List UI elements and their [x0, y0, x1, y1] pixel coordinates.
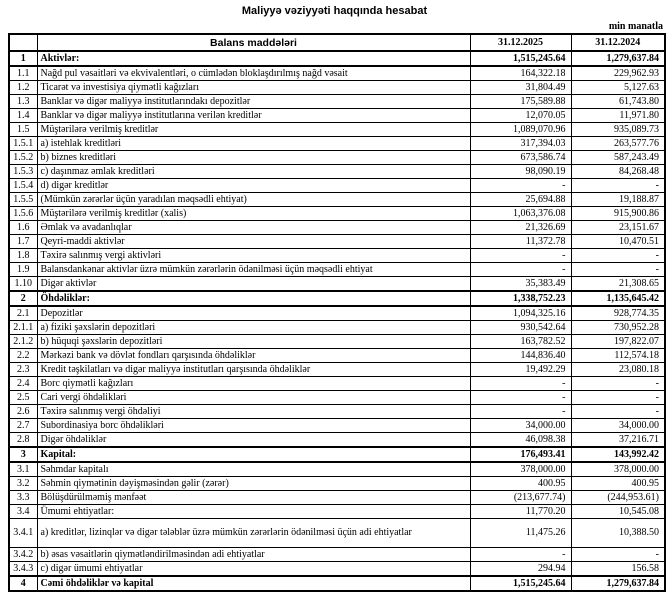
table-row — [9, 207, 665, 221]
table-body — [9, 51, 665, 591]
table-row — [9, 321, 665, 335]
unit-note: min manatla — [608, 21, 663, 32]
value-2025-cell: 144,836.40 — [470, 349, 571, 363]
value-2025-cell: - — [470, 548, 571, 562]
item-label-cell: Cari vergi öhdəlikləri — [37, 391, 470, 405]
table-row — [9, 349, 665, 363]
value-2024-cell: (244,953.61) — [571, 491, 665, 505]
table-row — [9, 193, 665, 207]
value-2025-cell: 21,326.69 — [470, 221, 571, 235]
value-2025-cell: 46,098.38 — [470, 433, 571, 448]
table-row — [9, 433, 665, 448]
row-number-cell: 2.6 — [9, 405, 37, 419]
value-2024-cell: 37,216.71 — [571, 433, 665, 448]
value-2025-cell: - — [470, 377, 571, 391]
value-2025-cell: 11,770.20 — [470, 505, 571, 519]
value-2024-cell: 1,279,637.84 — [571, 51, 665, 66]
row-number-cell: 3.4 — [9, 505, 37, 519]
item-label-cell: Kredit təşkilatları və digər maliyyə institutları qarşısında öhdəliklər — [37, 363, 470, 377]
item-label-cell: Depozitlər — [37, 306, 470, 321]
table-row — [9, 548, 665, 562]
value-2025-cell: (213,677.74) — [470, 491, 571, 505]
value-2025-cell: 378,000.00 — [470, 462, 571, 477]
item-label-cell: c) digər ümumi ehtiyatlar — [37, 562, 470, 577]
table-row — [9, 235, 665, 249]
table-row — [9, 179, 665, 193]
item-label-cell: b) biznes kreditləri — [37, 151, 470, 165]
row-number-cell: 1.5.4 — [9, 179, 37, 193]
row-number-cell: 1.6 — [9, 221, 37, 235]
table-row — [9, 491, 665, 505]
table-row — [9, 519, 665, 548]
value-2024-cell: - — [571, 179, 665, 193]
item-label-cell: Nağd pul vəsaitləri və ekvivalentləri, o cümlədən bloklaşdırılmış nağd vəsait — [37, 66, 470, 81]
table-row — [9, 576, 665, 591]
value-2025-cell: 19,492.29 — [470, 363, 571, 377]
item-label-cell: Aktivlər: — [37, 51, 470, 66]
table-row — [9, 377, 665, 391]
value-2025-cell: 164,322.18 — [470, 66, 571, 81]
value-2024-cell: 197,822.07 — [571, 335, 665, 349]
row-number-cell: 2.2 — [9, 349, 37, 363]
table-row — [9, 109, 665, 123]
value-2024-cell: - — [571, 391, 665, 405]
row-number-cell: 3.1 — [9, 462, 37, 477]
table-row — [9, 462, 665, 477]
value-2025-cell: - — [470, 249, 571, 263]
item-label-cell: c) daşınmaz əmlak kreditləri — [37, 165, 470, 179]
value-2025-cell: - — [470, 391, 571, 405]
item-label-cell: Digər öhdəliklər — [37, 433, 470, 448]
value-2025-cell: 1,063,376.08 — [470, 207, 571, 221]
value-2024-cell: 730,952.28 — [571, 321, 665, 335]
value-2024-cell: 935,089.73 — [571, 123, 665, 137]
value-2025-cell: 930,542.64 — [470, 321, 571, 335]
value-2024-cell: 928,774.35 — [571, 306, 665, 321]
value-2024-cell: 21,308.65 — [571, 277, 665, 292]
row-number-cell: 1.5 — [9, 123, 37, 137]
item-label-cell: Ümumi ehtiyatlar: — [37, 505, 470, 519]
value-2024-cell: - — [571, 377, 665, 391]
item-label-cell: Borc qiymətli kağızları — [37, 377, 470, 391]
row-number-cell: 1.2 — [9, 81, 37, 95]
item-label-cell: Səhmin qiymətinin dəyişməsindən gəlir (zərər) — [37, 477, 470, 491]
value-2024-cell: 11,971.80 — [571, 109, 665, 123]
row-number-cell: 1.5.3 — [9, 165, 37, 179]
column-header-2024: 31.12.2024 — [571, 34, 665, 51]
value-2024-cell: 1,279,637.84 — [571, 576, 665, 591]
value-2025-cell: 25,694.88 — [470, 193, 571, 207]
item-label-cell: a) fiziki şəxslərin depozitləri — [37, 321, 470, 335]
value-2024-cell: - — [571, 263, 665, 277]
value-2024-cell: 143,992.42 — [571, 447, 665, 462]
row-number-cell: 4 — [9, 576, 37, 591]
table-row — [9, 51, 665, 66]
value-2025-cell: 400.95 — [470, 477, 571, 491]
value-2024-cell: 61,743.80 — [571, 95, 665, 109]
value-2025-cell: 163,782.52 — [470, 335, 571, 349]
value-2025-cell: 294.94 — [470, 562, 571, 577]
value-2025-cell: 31,804.49 — [470, 81, 571, 95]
table-row — [9, 151, 665, 165]
table-row — [9, 291, 665, 306]
value-2025-cell: 1,515,245.64 — [470, 51, 571, 66]
table-row — [9, 405, 665, 419]
table-row — [9, 363, 665, 377]
table-row — [9, 165, 665, 179]
row-number-cell: 1.5.6 — [9, 207, 37, 221]
item-label-cell: Əmlak və avadanlıqlar — [37, 221, 470, 235]
value-2024-cell: 587,243.49 — [571, 151, 665, 165]
table-row — [9, 81, 665, 95]
row-number-cell: 2 — [9, 291, 37, 306]
row-number-cell: 1.4 — [9, 109, 37, 123]
value-2024-cell: 229,962.93 — [571, 66, 665, 81]
row-number-cell: 2.4 — [9, 377, 37, 391]
table-row — [9, 249, 665, 263]
table-row — [9, 306, 665, 321]
column-header-2025: 31.12.2025 — [470, 34, 571, 51]
row-number-cell: 3 — [9, 447, 37, 462]
row-number-cell: 2.8 — [9, 433, 37, 448]
item-label-cell: Subordinasiya borc öhdəlikləri — [37, 419, 470, 433]
value-2025-cell: 175,589.88 — [470, 95, 571, 109]
value-2024-cell: 378,000.00 — [571, 462, 665, 477]
value-2024-cell: 23,080.18 — [571, 363, 665, 377]
value-2024-cell: 10,470.51 — [571, 235, 665, 249]
value-2025-cell: 1,338,752.23 — [470, 291, 571, 306]
item-label-cell: Təxirə salınmış vergi aktivləri — [37, 249, 470, 263]
table-row — [9, 263, 665, 277]
item-label-cell: Müştərilərə verilmiş kreditlər — [37, 123, 470, 137]
item-label-cell: a) kreditlər, lizinqlər və digər tələblər üzrə mümkün zərərlərin ödənilməsi üçün adi ehtiyatlar — [37, 519, 470, 548]
value-2025-cell: 1,089,070.96 — [470, 123, 571, 137]
row-number-cell: 2.3 — [9, 363, 37, 377]
table-row — [9, 477, 665, 491]
table-row — [9, 419, 665, 433]
row-number-cell: 1.7 — [9, 235, 37, 249]
value-2024-cell: - — [571, 405, 665, 419]
item-label-cell: Banklar və digər maliyyə institutlarına verilən kreditlər — [37, 109, 470, 123]
value-2024-cell: 915,900.86 — [571, 207, 665, 221]
value-2025-cell: - — [470, 405, 571, 419]
table-row — [9, 391, 665, 405]
row-number-cell: 3.2 — [9, 477, 37, 491]
value-2025-cell: 1,094,325.16 — [470, 306, 571, 321]
item-label-cell: Ticarət və investisiya qiymətli kağızları — [37, 81, 470, 95]
value-2025-cell: 12,070.05 — [470, 109, 571, 123]
row-number-cell: 1.9 — [9, 263, 37, 277]
item-label-cell: Cəmi öhdəliklər və kapital — [37, 576, 470, 591]
item-label-cell: b) əsas vəsaitlərin qiymətləndirilməsindən adi ehtiyatlar — [37, 548, 470, 562]
row-number-cell: 1.5.2 — [9, 151, 37, 165]
value-2024-cell: 156.58 — [571, 562, 665, 577]
row-number-cell: 2.1 — [9, 306, 37, 321]
table-row — [9, 137, 665, 151]
item-label-cell: Kapital: — [37, 447, 470, 462]
row-number-cell: 3.4.1 — [9, 519, 37, 548]
row-number-cell: 1.5.5 — [9, 193, 37, 207]
item-label-cell: a) istehlak kreditləri — [37, 137, 470, 151]
row-number-cell: 3.4.2 — [9, 548, 37, 562]
item-label-cell: Təxirə salınmış vergi öhdəliyi — [37, 405, 470, 419]
table-row — [9, 447, 665, 462]
value-2024-cell: 19,188.87 — [571, 193, 665, 207]
item-label-cell: Öhdəliklər: — [37, 291, 470, 306]
page-title: Maliyyə vəziyyəti haqqında hesabat — [241, 5, 428, 17]
balance-sheet-table — [8, 33, 666, 592]
table-header-row — [9, 34, 665, 51]
row-number-header — [9, 34, 37, 51]
row-number-cell: 2.7 — [9, 419, 37, 433]
item-label-cell: Müştərilərə verilmiş kreditlər (xalis) — [37, 207, 470, 221]
value-2024-cell: - — [571, 249, 665, 263]
value-2024-cell: 112,574.18 — [571, 349, 665, 363]
value-2024-cell: 5,127.63 — [571, 81, 665, 95]
value-2025-cell: 35,383.49 — [470, 277, 571, 292]
value-2025-cell: 673,586.74 — [470, 151, 571, 165]
row-number-cell: 3.4.3 — [9, 562, 37, 577]
row-number-cell: 1.5.1 — [9, 137, 37, 151]
value-2024-cell: - — [571, 548, 665, 562]
value-2024-cell: 400.95 — [571, 477, 665, 491]
row-number-cell: 1.3 — [9, 95, 37, 109]
value-2025-cell: 176,493.41 — [470, 447, 571, 462]
row-number-cell: 1.8 — [9, 249, 37, 263]
item-label-cell: Səhmdar kapitalı — [37, 462, 470, 477]
value-2024-cell: 10,388.50 — [571, 519, 665, 548]
table-row — [9, 277, 665, 292]
item-label-cell: Balansdankənar aktivlər üzrə mümkün zərərlərin ödənilməsi üçün məqsədli ehtiyat — [37, 263, 470, 277]
item-label-cell: (Mümkün zərərlər üçün yaradılan məqsədli ehtiyat) — [37, 193, 470, 207]
value-2025-cell: 98,090.19 — [470, 165, 571, 179]
row-number-cell: 1 — [9, 51, 37, 66]
table-row — [9, 95, 665, 109]
value-2024-cell: 1,135,645.42 — [571, 291, 665, 306]
item-label-cell: Banklar və digər maliyyə institutlarındakı depozitlər — [37, 95, 470, 109]
item-label-cell: Qeyri-maddi aktivlər — [37, 235, 470, 249]
value-2024-cell: 10,545.08 — [571, 505, 665, 519]
column-header-items: Balans maddələri — [37, 34, 470, 51]
value-2024-cell: 84,268.48 — [571, 165, 665, 179]
value-2025-cell: 34,000.00 — [470, 419, 571, 433]
row-number-cell: 3.3 — [9, 491, 37, 505]
row-number-cell: 1.10 — [9, 277, 37, 292]
value-2025-cell: 11,372.78 — [470, 235, 571, 249]
value-2024-cell: 34,000.00 — [571, 419, 665, 433]
table-row — [9, 66, 665, 81]
value-2024-cell: 23,151.67 — [571, 221, 665, 235]
row-number-cell: 2.5 — [9, 391, 37, 405]
value-2025-cell: 1,515,245.64 — [470, 576, 571, 591]
item-label-cell: b) hüquqi şəxslərin depozitləri — [37, 335, 470, 349]
item-label-cell: d) digər kreditlər — [37, 179, 470, 193]
table-row — [9, 505, 665, 519]
table-row — [9, 221, 665, 235]
item-label-cell: Mərkəzi bank və dövlət fondları qarşısında öhdəliklər — [37, 349, 470, 363]
table-row — [9, 335, 665, 349]
table-row — [9, 562, 665, 577]
row-number-cell: 1.1 — [9, 66, 37, 81]
value-2025-cell: - — [470, 179, 571, 193]
row-number-cell: 2.1.2 — [9, 335, 37, 349]
item-label-cell: Digər aktivlər — [37, 277, 470, 292]
table-row — [9, 123, 665, 137]
value-2024-cell: 263,577.76 — [571, 137, 665, 151]
value-2025-cell: - — [470, 263, 571, 277]
value-2025-cell: 11,475.26 — [470, 519, 571, 548]
value-2025-cell: 317,394.03 — [470, 137, 571, 151]
row-number-cell: 2.1.1 — [9, 321, 37, 335]
item-label-cell: Bölüşdürülməmiş mənfəət — [37, 491, 470, 505]
